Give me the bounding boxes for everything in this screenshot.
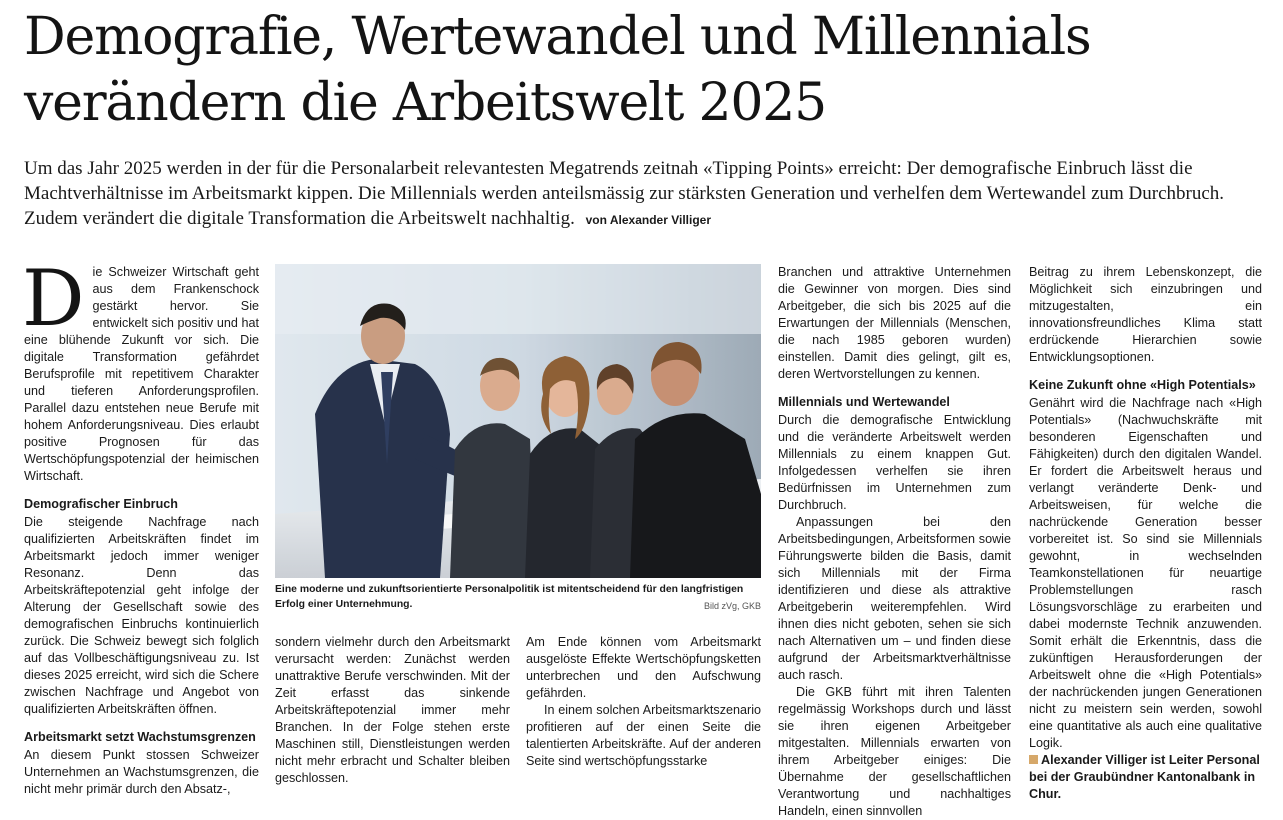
- business-meeting-image: [275, 264, 761, 578]
- paragraph: Genährt wird die Nachfrage nach «High Potentials» (Nachwuchskräfte mit besonderen Eigenschaften und Fähigkeiten) durch den digitalen Wandel. Er fordert die Arbeitswelt heraus und verlangt veränderte Denk- und Arbeitsweisen, für welche die nachrückende Generation besser vorbereitet ist. So sind sie Millennials gewohnt, in wechselnden Teamkonstellationen für neuartige Problemstellungen rasch Lösungsvorschläge zu erarbeiten und dabei modernste Technik anzuwenden. Somit erhält die Erkenntnis, dass die zukünftigen Herausforderungen der Arbeitswelt ohne die «High Potentials» der nachrückenden jungen Generationen nicht zu meistern sein werden, sowohl eine quantitative als auch eine qualitative Logik.: [1029, 396, 1262, 750]
- column-5: [1029, 264, 1262, 803]
- lead-text: Um das Jahr 2025 werden in der für die Personalarbeit relevantesten Megatrends zeitnah «Tipping Points» erreicht: Der demografische Einbruch lässt die Machtverhältnisse im Arbeitsmarkt kippen. Die Millennials werden anteilsmässig zur stärksten Generation und verhelfen dem Wertewandel zum Durchbruch. Zudem verändert die digitale Transformation die Arbeitswelt nachhaltig.: [24, 158, 1225, 229]
- paragraph: In einem solchen Arbeitsmarktszenario profitieren auf der einen Seite die talentierten Arbeitskräfte. Auf der anderen Seite sind wertschöpfungsstarke: [526, 703, 761, 768]
- column-4: [778, 264, 1011, 820]
- byline: von Alexander Villiger: [585, 213, 712, 227]
- paragraph: An diesem Punkt stossen Schweizer Unternehmen an Wachstumsgrenzen, die nicht mehr primär durch den Absatz-,: [24, 748, 259, 796]
- photo-credit: Bild zVg, GKB: [703, 601, 761, 611]
- title-line-2: verändern die Arbeitswelt 2025: [24, 73, 827, 133]
- subheading-high-potentials: Keine Zukunft ohne «High Potentials»: [1029, 378, 1256, 392]
- paragraph: Branchen und attraktive Unternehmen die Gewinner von morgen. Dies sind Arbeitgeber, die sich bis 2025 auf die Erwartungen der Millennials (Menschen, die nach 1985 geboren wurden) einstellen. Damit dies gelingt, gilt es, deren Wertvorstellungen zu kennen.: [778, 265, 1011, 381]
- paragraph: Durch die demografische Entwicklung und die veränderte Arbeitswelt werden Millennials zu einem knappen Gut. Infolgedessen verhelfen sie ihren Bedürfnissen im Unternehmen zum Durchbruch.: [778, 413, 1011, 512]
- paragraph: Am Ende können vom Arbeitsmarkt ausgelöste Effekte Wertschöpfungsketten unterbrechen und den Aufschwung gefährden.: [526, 635, 761, 700]
- column-1: [22, 254, 259, 798]
- article-photo: [275, 264, 761, 578]
- accent-square-icon: [1029, 755, 1038, 764]
- paragraph: Die GKB führt mit ihren Talenten regelmässig Workshops durch und lässt sie ihren eigenen Arbeitgeber mitgestalten. Millennials erwarten von ihrem Arbeitgeber einiges: Die Übernahme der gesellschaftlichen Verantwortung und nachhaltiges Handeln, einen sinnvollen: [778, 685, 1011, 818]
- subheading-arbeitsmarkt: Arbeitsmarkt setzt Wachstumsgrenzen: [24, 730, 256, 744]
- photo-caption: Eine moderne und zukunftsorientierte Personalpolitik ist mitentscheidend für den langfristigen Erfolg einer Unternehmung.: [275, 584, 744, 610]
- paragraph: sondern vielmehr durch den Arbeitsmarkt verursacht werden: Zunächst werden unattraktive Berufe verschwinden. Mit der Zeit erfasst das sinkende Arbeitskräftepotenzial immer mehr Branchen. In der Folge stehen erste Maschinen still, Dienstleistungen werden nicht mehr erbracht und Schalter bleiben geschlossen.: [275, 635, 510, 785]
- author-note: Alexander Villiger ist Leiter Personal bei der Graubündner Kantonalbank in Chur.: [1029, 753, 1260, 801]
- column-2: [275, 634, 510, 787]
- article-lead: [24, 156, 1264, 233]
- paragraph: Die steigende Nachfrage nach qualifizierten Arbeitskräften findet im Arbeitsmarkt jedoch immer weniger Resonanz. Denn das Arbeitskräftepotenzial geht infolge der Alterung der Gesellschaft sowie des demografischen Einbruchs kontinuierlich zurück. Die Schweiz bewegt sich folglich auf das Vollbeschäftigungsniveau zu. Ist dieses 2025 erreicht, wird sich die Schere zwischen Nachfrage und Angebot von qualifizierten Arbeitskräften öffnen.: [24, 515, 259, 716]
- subheading-millennials: Millennials und Wertewandel: [778, 395, 950, 409]
- article-title: [24, 4, 1274, 136]
- intro-paragraph: Die Schweizer Wirtschaft geht aus dem Frankenschock gestärkt hervor. Sie entwickelt sich positiv und hat eine blühende Zukunft vor sich. Die digitale Transformation gefährdet Berufsprofile mit repetitivem Charakter und tieferen Anforderungsprofilen. Parallel dazu entstehen neue Berufe mit hohem Anforderungsniveau. Dies erlaubt positive Prognosen für das Wertschöpfungspotenzial der heimischen Wirtschaft.: [22, 254, 259, 483]
- title-line-1: Demografie, Wertewandel und Millennials: [24, 7, 1091, 67]
- paragraph: Anpassungen bei den Arbeitsbedingungen, Arbeitsformen sowie Führungswerte bilden die Basis, damit sich Millennials mit der Firma identifizieren und diese als attraktive Arbeitgeberin weiterempfehlen. Wird ihnen dies nicht geboten, sehen sie sich nach Alternativen um – und finden diese aufgrund der Arbeitsmarktverhältnisse auch rasch.: [778, 515, 1011, 682]
- paragraph: Beitrag zu ihrem Lebenskonzept, die Möglichkeit sich einzubringen und mitzugestalten, ein innovationsfreundliches Klima statt erdrückende Hierarchien sowie Entwicklungsoptionen.: [1029, 265, 1262, 364]
- column-3: [526, 634, 761, 770]
- drop-cap: D: [22, 254, 85, 344]
- subheading-demografischer-einbruch: Demografischer Einbruch: [24, 497, 178, 511]
